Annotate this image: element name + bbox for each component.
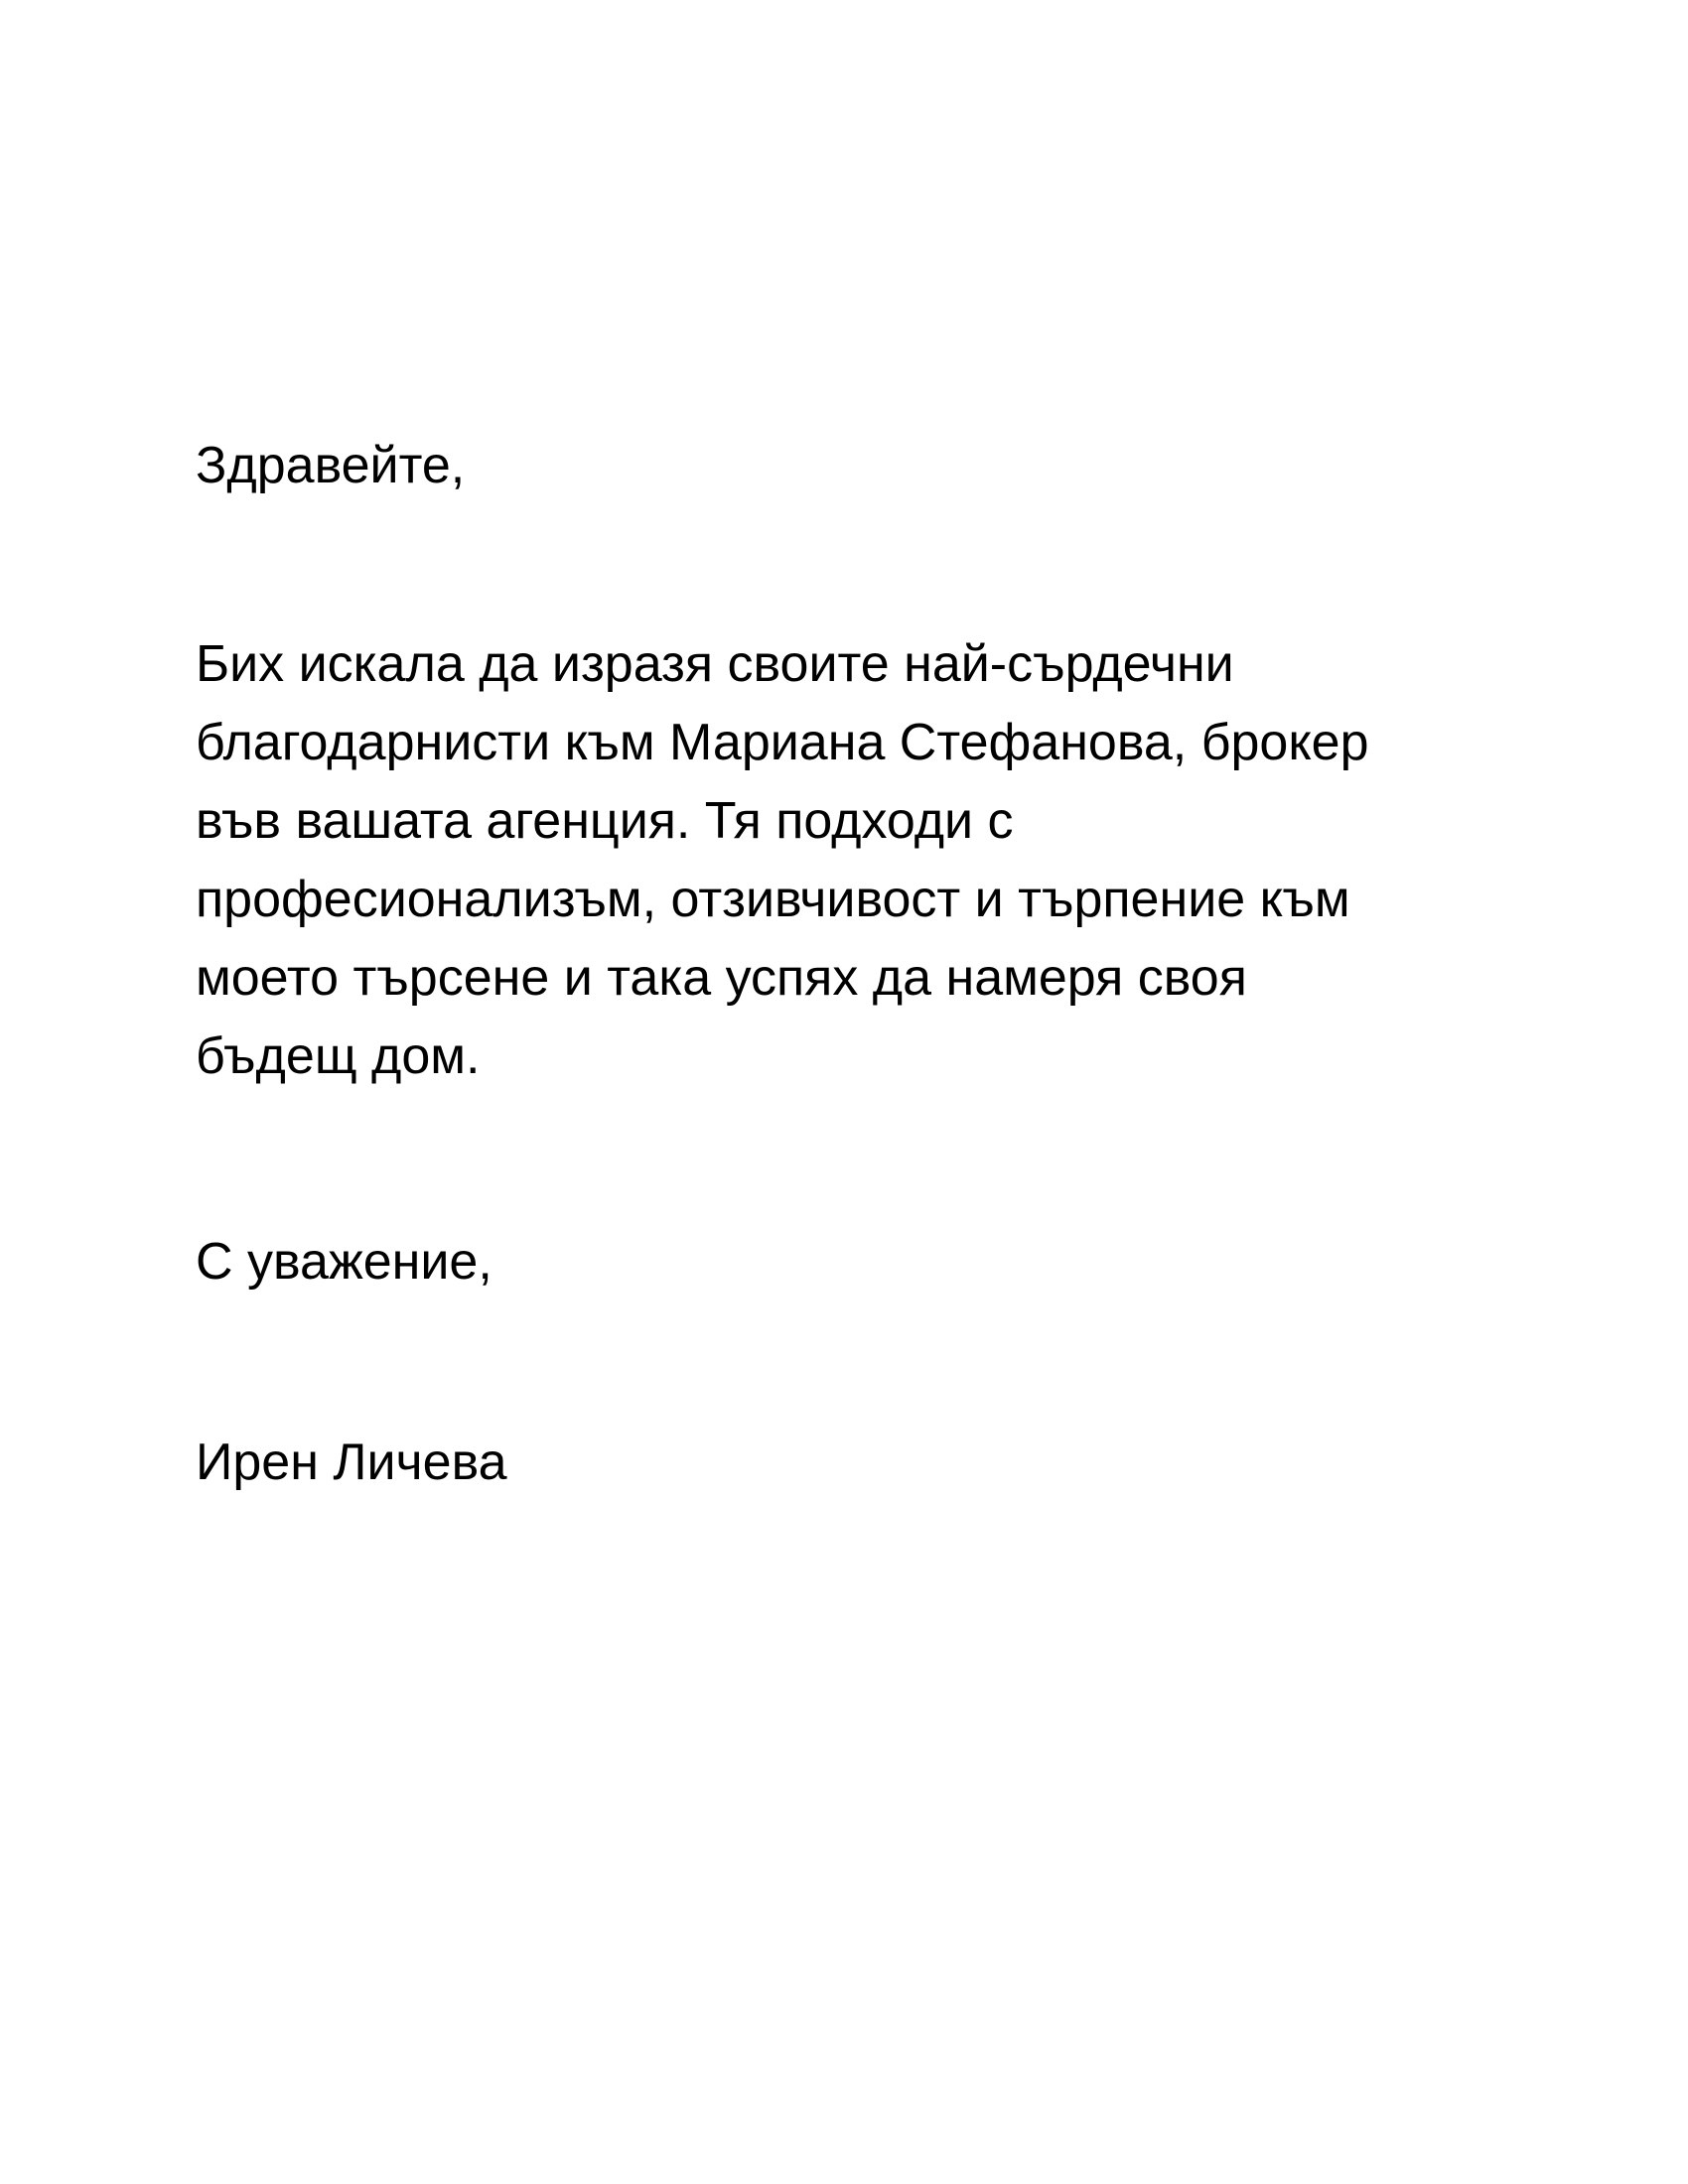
letter-signature: Ирен Личева: [196, 1433, 507, 1491]
letter-body: [196, 625, 1496, 1096]
letter-body-line: моето търсене и така успях да намеря своя: [196, 949, 1247, 1007]
letter-closing: С уважение,: [196, 1233, 492, 1291]
letter-body-line: професионализъм, отзивчивост и търпение към: [196, 871, 1350, 928]
letter-body-line: бъдещ дом.: [196, 1027, 481, 1085]
letter-body-line: благодарнисти към Мариана Стефанова, брокер: [196, 714, 1369, 771]
letter-body-line: Бих искала да изразя своите най-сърдечни: [196, 635, 1234, 693]
letter-body-line: във вашата агенция. Тя подходи с: [196, 792, 1014, 850]
letter-greeting: Здравейте,: [196, 437, 466, 494]
